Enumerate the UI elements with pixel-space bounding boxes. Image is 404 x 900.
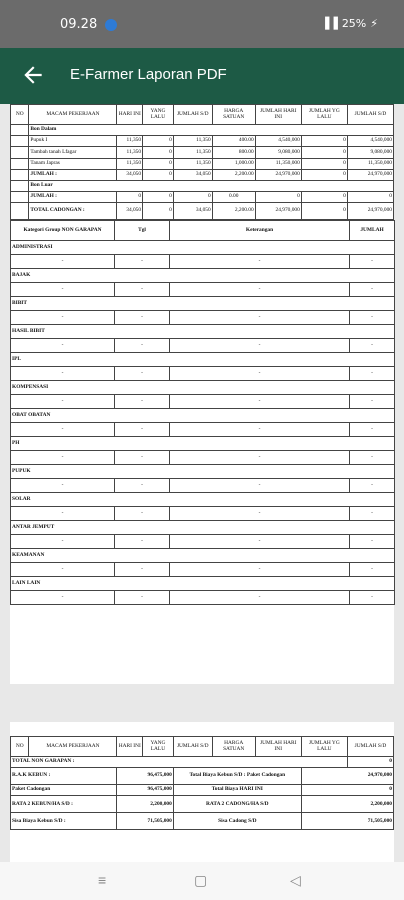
category-label: BIBIT — [11, 297, 395, 311]
col-header: JUMLAH YG LALU — [301, 105, 347, 125]
category-label: IPL — [11, 353, 395, 367]
col-header: NO — [11, 105, 29, 125]
entry-cell: - — [350, 535, 395, 549]
entry-cell: - — [350, 507, 395, 521]
category-label: BAJAK — [11, 269, 395, 283]
col-header: MACAM PEKERJAAN — [29, 105, 117, 125]
col-header: Kategori Group NON GARAPAN — [11, 221, 115, 241]
status-bar — [0, 0, 404, 48]
category-label: PUPUK — [11, 465, 395, 479]
category-entry-row — [11, 479, 395, 493]
summary-row: RATA 2 KEBUN/HA S/D : 2,200,000 RATA 2 CADONG/HA S/D 2,200,000 — [11, 796, 394, 813]
menu-icon[interactable]: ≡ — [98, 872, 107, 888]
summary-row: Sisa Biaya Kebun S/D : 71,505,000 Sisa Cadong S/D 71,505,000 — [11, 813, 394, 830]
category-row — [11, 353, 395, 367]
entry-cell: - — [170, 255, 350, 269]
entry-cell: - — [170, 591, 350, 605]
category-row — [11, 493, 395, 507]
category-entry-row — [11, 395, 395, 409]
back-icon[interactable]: ◁ — [290, 872, 301, 888]
category-entry-row — [11, 423, 395, 437]
category-row — [11, 437, 395, 451]
table-row: Tanam Japras 11,350 0 11,350 1,000.00 11,350,000 0 11,350,000 — [11, 158, 394, 169]
pdf-viewer[interactable] — [0, 104, 404, 862]
entry-cell: - — [115, 507, 170, 521]
col-header: NO — [11, 737, 29, 757]
home-icon[interactable]: ▢ — [194, 872, 208, 888]
notification-icon — [105, 19, 117, 31]
report-table — [10, 104, 394, 220]
status-icons — [321, 17, 378, 30]
category-entry-row — [11, 563, 395, 577]
entry-cell: - — [11, 451, 115, 465]
col-header: JUMLAH — [350, 221, 395, 241]
entry-cell: - — [115, 339, 170, 353]
category-row — [11, 297, 395, 311]
entry-cell: - — [350, 451, 395, 465]
header-row — [11, 737, 394, 757]
col-header: Keterangan — [170, 221, 350, 241]
col-header: JUMLAH S/D — [173, 105, 212, 125]
table-row: Tambah tanah Lfagar 11,350 0 11,350 800.00 9,080,000 0 9,080,000 — [11, 147, 394, 158]
category-row — [11, 465, 395, 479]
entry-cell: - — [115, 395, 170, 409]
signal-icon: ▐▐ — [320, 17, 338, 30]
category-entry-row — [11, 339, 395, 353]
entry-cell: - — [350, 311, 395, 325]
charging-icon: ⚡ — [370, 17, 378, 30]
category-label: OBAT OBATAN — [11, 409, 395, 423]
col-header: MACAM PEKERJAAN — [29, 737, 117, 757]
category-label: SOLAR — [11, 493, 395, 507]
non-garapan-table — [10, 220, 395, 605]
category-row — [11, 381, 395, 395]
category-entry-row — [11, 255, 395, 269]
category-entry-row — [11, 535, 395, 549]
entry-cell: - — [170, 423, 350, 437]
entry-cell: - — [350, 563, 395, 577]
entry-cell: - — [350, 339, 395, 353]
summary-row: Paket Cadongan 96,475,000 Total Biaya HARI INI 0 — [11, 785, 394, 796]
summary-table — [10, 736, 394, 830]
entry-cell: - — [115, 451, 170, 465]
section-row — [11, 125, 394, 136]
entry-cell: - — [350, 591, 395, 605]
entry-cell: - — [170, 563, 350, 577]
total-non-row: TOTAL NON GARAPAN : 0 — [11, 757, 394, 768]
entry-cell: - — [115, 563, 170, 577]
category-label: ADMINISTRASI — [11, 241, 395, 255]
col-header: HARGA SATUAN — [212, 737, 255, 757]
table-row: Pupuk I 11,350 0 11,350 400.00 4,540,000 0 4,540,000 — [11, 136, 394, 147]
pdf-page-2 — [10, 722, 394, 862]
entry-cell: - — [11, 507, 115, 521]
entry-cell: - — [170, 507, 350, 521]
entry-cell: - — [11, 311, 115, 325]
category-label: PH — [11, 437, 395, 451]
entry-cell: - — [350, 395, 395, 409]
category-entry-row — [11, 507, 395, 521]
entry-cell: - — [170, 535, 350, 549]
system-nav-bar — [0, 862, 404, 900]
category-entry-row — [11, 367, 395, 381]
col-header: JUMLAH YG LALU — [301, 737, 347, 757]
col-header: YANG LALU — [143, 737, 174, 757]
category-row — [11, 577, 395, 591]
entry-cell: - — [115, 535, 170, 549]
entry-cell: - — [170, 451, 350, 465]
entry-cell: - — [115, 423, 170, 437]
entry-cell: - — [350, 255, 395, 269]
category-row — [11, 241, 395, 255]
entry-cell: - — [115, 283, 170, 297]
category-entry-row — [11, 311, 395, 325]
entry-cell: - — [11, 479, 115, 493]
entry-cell: - — [115, 367, 170, 381]
entry-cell: - — [11, 339, 115, 353]
entry-cell: - — [11, 535, 115, 549]
entry-cell: - — [115, 591, 170, 605]
entry-cell: - — [115, 311, 170, 325]
entry-cell: - — [170, 311, 350, 325]
entry-cell: - — [11, 563, 115, 577]
entry-cell: - — [115, 255, 170, 269]
category-label: HASIL BIBIT — [11, 325, 395, 339]
category-row — [11, 409, 395, 423]
entry-cell: - — [350, 423, 395, 437]
category-row — [11, 269, 395, 283]
entry-cell: - — [170, 479, 350, 493]
section-label: Bon Dalam — [29, 125, 394, 136]
page-title: E-Farmer Laporan PDF — [70, 66, 227, 83]
entry-cell: - — [11, 591, 115, 605]
col-header: YANG LALU — [143, 105, 174, 125]
entry-cell: - — [350, 283, 395, 297]
entry-cell: - — [170, 395, 350, 409]
col-header: HARI INI — [117, 105, 143, 125]
back-arrow-icon[interactable] — [20, 62, 46, 88]
entry-cell: - — [350, 367, 395, 381]
col-header: JUMLAH S/D — [347, 105, 393, 125]
category-entry-row — [11, 283, 395, 297]
entry-cell: - — [11, 367, 115, 381]
section-row — [11, 180, 394, 191]
category-entry-row — [11, 591, 395, 605]
entry-cell: - — [11, 255, 115, 269]
category-row — [11, 549, 395, 563]
category-row — [11, 325, 395, 339]
col-header: HARI INI — [117, 737, 143, 757]
app-bar — [0, 48, 404, 104]
header-row — [11, 221, 395, 241]
entry-cell: - — [170, 367, 350, 381]
col-header: JUMLAH S/D — [347, 737, 393, 757]
category-label: LAIN LAIN — [11, 577, 395, 591]
entry-cell: - — [11, 283, 115, 297]
section-label: Bon Luar — [29, 180, 394, 191]
entry-cell: - — [170, 283, 350, 297]
category-row — [11, 521, 395, 535]
category-label: ANTAR JEMPUT — [11, 521, 395, 535]
entry-cell: - — [170, 339, 350, 353]
category-label: KEAMANAN — [11, 549, 395, 563]
entry-cell: - — [11, 423, 115, 437]
clock: 09.28 — [60, 17, 98, 32]
col-header: Tgl — [115, 221, 170, 241]
category-entry-row — [11, 451, 395, 465]
col-header: JUMLAH HARI INI — [255, 737, 301, 757]
col-header: JUMLAH HARI INI — [255, 105, 301, 125]
header-row — [11, 105, 394, 125]
subtotal-row: JUMLAH : 0 0 0 0.00 0 0 0 — [11, 192, 394, 203]
entry-cell: - — [350, 479, 395, 493]
col-header: JUMLAH S/D — [173, 737, 212, 757]
summary-row: R.A.K KEBUN : 96,475,000 Total Biaya Kebun S/D : Paket Cadongan 24,970,000 — [11, 768, 394, 785]
category-label: KOMPENSASI — [11, 381, 395, 395]
col-header: HARGA SATUAN — [212, 105, 255, 125]
entry-cell: - — [11, 395, 115, 409]
battery-level: 25% — [341, 17, 367, 30]
pdf-page-1 — [10, 104, 394, 684]
subtotal-row: JUMLAH : 34,050 0 34,050 2,200.00 24,970,000 0 24,970,000 — [11, 169, 394, 180]
entry-cell: - — [115, 479, 170, 493]
total-row: TOTAL CADONGAN : 34,050 0 34,050 2,200.00 24,970,000 0 24,970,000 — [11, 203, 394, 220]
